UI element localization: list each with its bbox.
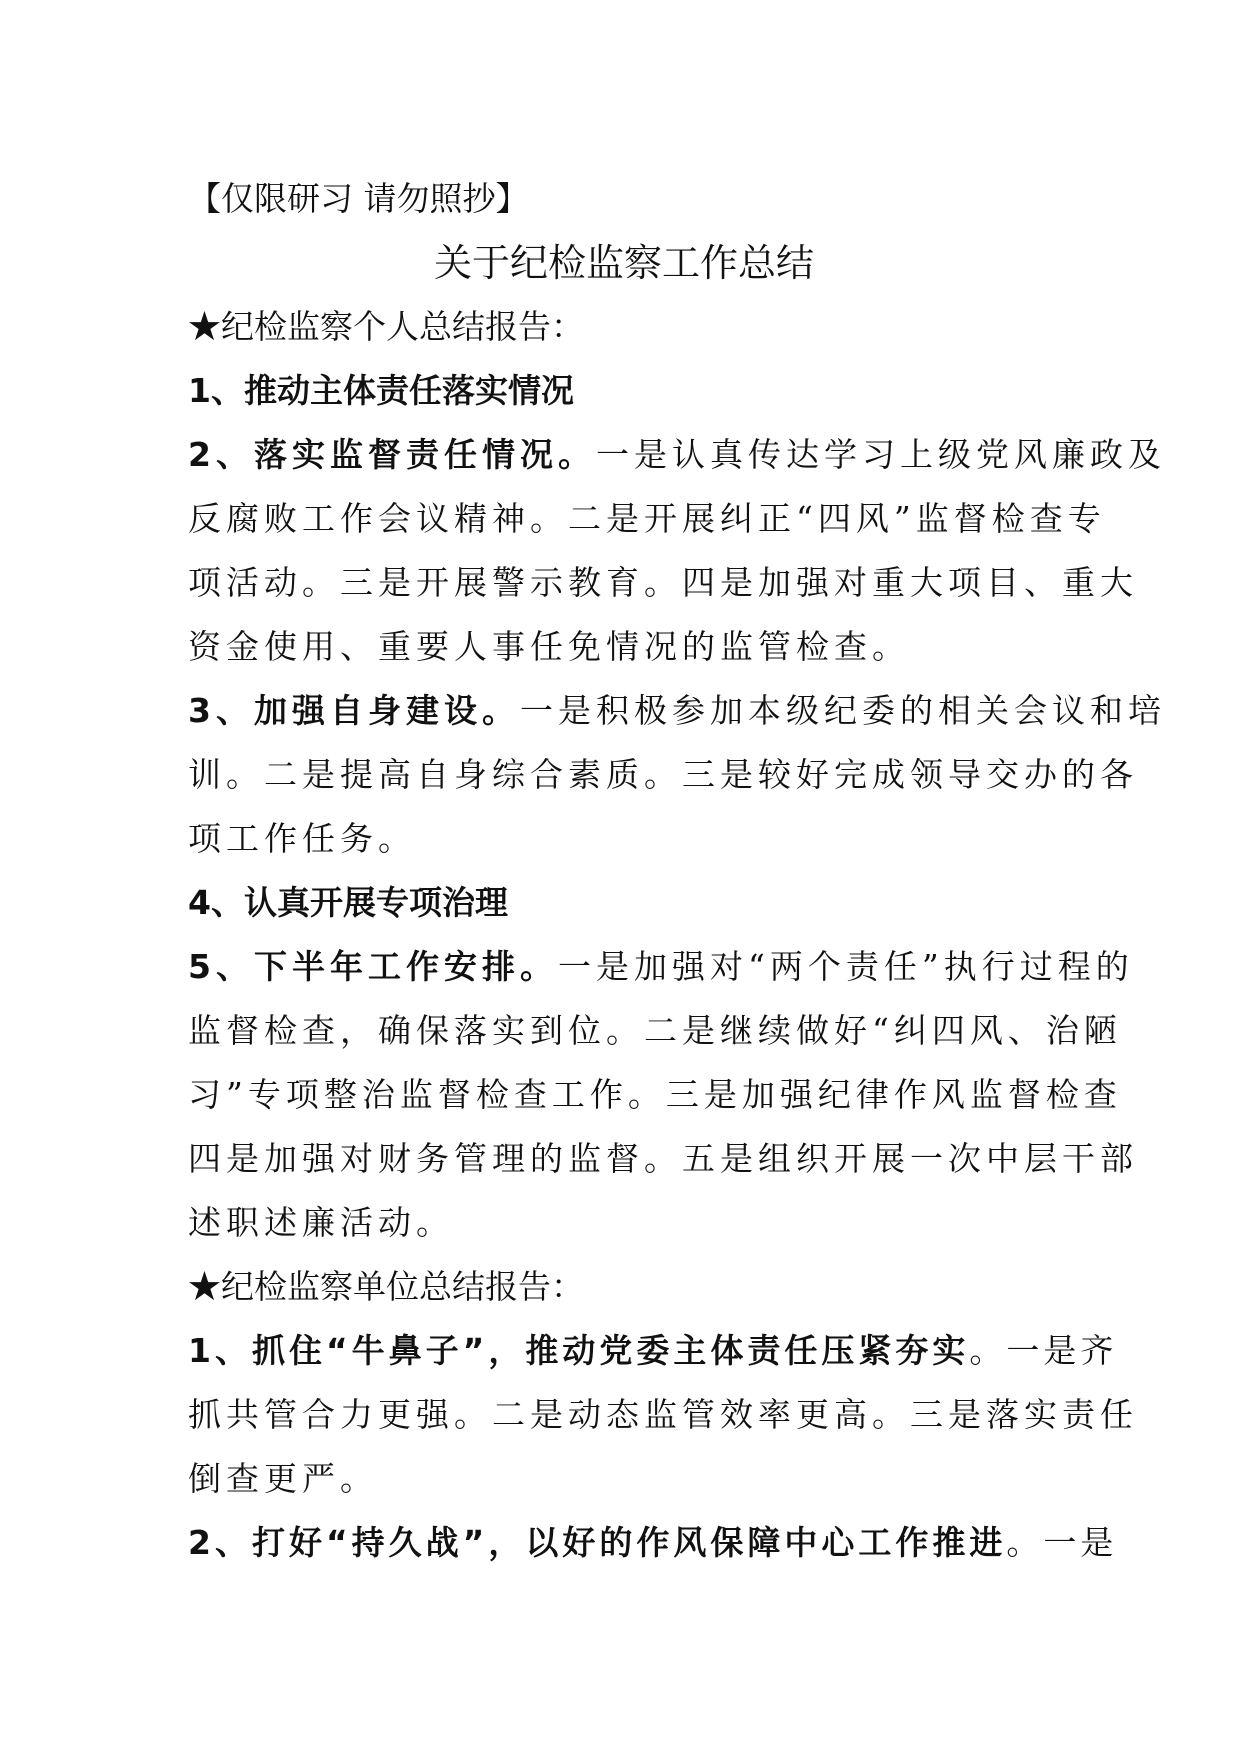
document-body <box>188 167 1166 1575</box>
item-5-line-3: 习”专项整治监督检查工作。三是加强纪律作风监督检查 <box>188 1075 1122 1114</box>
item-5-line-5: 述职述廉活动。 <box>188 1203 454 1242</box>
item-2-heading: 2、落实监督责任情况。 <box>188 435 596 474</box>
unit-item-1-text: 。一是齐 <box>969 1331 1118 1370</box>
document-title: 关于纪检监察工作总结 <box>433 241 814 285</box>
item-5-line-1 <box>188 935 1134 999</box>
unit-item-1-line-2: 抓共管合力更强。二是动态监管效率更高。三是落实责任 <box>188 1395 1138 1434</box>
item-3-line-3: 项工作任务。 <box>188 819 416 858</box>
item-5-text: 一是加强对“两个责任”执行过程的 <box>557 947 1134 986</box>
item-2-text: 一是认真传达学习上级党风廉政及 <box>595 435 1166 474</box>
item-4-heading: 4、认真开展专项治理 <box>188 883 508 922</box>
item-2-line-1 <box>188 423 1166 487</box>
item-1-heading: 1、推动主体责任落实情况 <box>188 371 574 410</box>
unit-item-1-heading: 1、抓住“牛鼻子”，推动党委主体责任压紧夯实 <box>188 1331 970 1370</box>
item-2-line-3: 项活动。三是开展警示教育。四是加强对重大项目、重大 <box>188 563 1138 602</box>
unit-item-2-heading: 2、打好“持久战”，以好的作风保障中心工作推进 <box>188 1523 1007 1562</box>
item-2-line-4: 资金使用、重要人事任免情况的监管检查。 <box>188 627 910 666</box>
section-heading-unit: ★纪检监察单位总结报告： <box>188 1267 584 1306</box>
unit-item-1-line-1 <box>188 1319 1118 1383</box>
item-3-line-2: 训。二是提高自身综合素质。三是较好完成领导交办的各 <box>188 755 1138 794</box>
notice-label: 【仅限研习 请勿照抄】 <box>188 179 529 218</box>
item-3-line-1 <box>188 679 1166 743</box>
item-3-heading: 3、加强自身建设。 <box>188 691 520 730</box>
item-3-text: 一是积极参加本级纪委的相关会议和培 <box>519 691 1166 730</box>
item-5-line-2: 监督检查，确保落实到位。二是继续做好“纠四风、治陋 <box>188 1011 1122 1050</box>
unit-item-2-line-1 <box>188 1511 1118 1575</box>
item-5-heading: 5、下半年工作安排。 <box>188 947 558 986</box>
item-5-line-4: 四是加强对财务管理的监督。五是组织开展一次中层干部 <box>188 1139 1138 1178</box>
unit-item-1-line-3: 倒查更严。 <box>188 1459 378 1498</box>
unit-item-2-text: 。一是 <box>1006 1523 1118 1562</box>
item-2-line-2: 反腐败工作会议精神。二是开展纠正“四风”监督检查专 <box>188 499 1106 538</box>
section-heading-personal: ★纪检监察个人总结报告： <box>188 307 584 346</box>
